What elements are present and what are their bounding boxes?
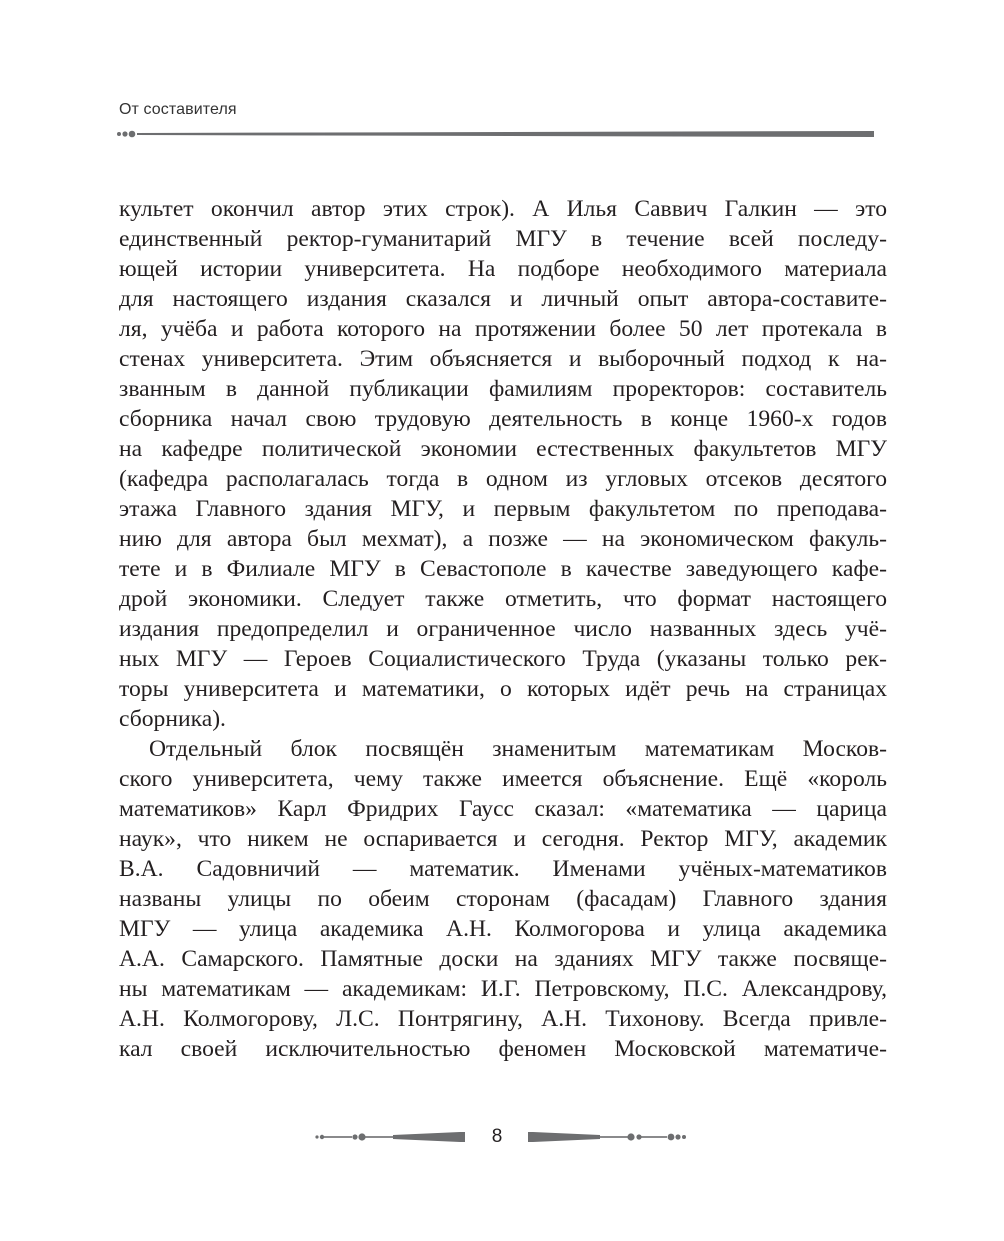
text-line: ных МГУ — Героев Социалистического Труда (указаны только рек- — [119, 646, 887, 672]
ornament-dot — [129, 131, 136, 138]
text-line: этажа Главного здания МГУ, и первым факультетом по преподава- — [119, 496, 887, 522]
text-line-paragraph-end: сборника). — [119, 706, 226, 732]
text-line: тете и в Филиале МГУ в Севастополе в качестве заведующего кафе- — [119, 556, 887, 582]
body-text — [119, 194, 887, 1064]
text-line-paragraph-start: Отдельный блок посвящён знаменитым математикам Москов- — [149, 736, 887, 762]
text-line: (кафедра располагалась тогда в одном из угловых отсеков десятого — [119, 466, 887, 492]
text-line: культет окончил автор этих строк). А Илья Саввич Галкин — это — [119, 196, 887, 222]
text-line: стенах университета. Этим объясняется и выборочный подход к на- — [119, 346, 887, 372]
text-line: А.А. Самарского. Памятные доски на зданиях МГУ также посвяще- — [119, 946, 887, 972]
text-line: ского университета, чему также имеется объяснение. Ещё «король — [119, 766, 887, 792]
text-line: торы университета и математики, о которых идёт речь на страницах — [119, 676, 887, 702]
text-line: ля, учёба и работа которого на протяжении более 50 лет протекала в — [119, 316, 887, 342]
text-line: на кафедре политической экономии естественных факультетов МГУ — [119, 436, 887, 462]
ornament-dot — [122, 131, 127, 136]
text-line: дрой экономики. Следует также отметить, что формат настоящего — [119, 586, 887, 612]
text-line: для настоящего издания сказался и личный опыт автора-составите- — [119, 286, 887, 312]
page-footer — [0, 1122, 1004, 1152]
running-head-title: От составителя — [119, 101, 237, 118]
header-ornament-rule — [116, 127, 874, 141]
footer-ornament-left — [315, 1130, 465, 1144]
text-line: ны математикам — академикам: И.Г. Петровскому, П.С. Александрову, — [119, 976, 887, 1002]
ornament-dot — [117, 132, 121, 136]
text-line: А.Н. Колмогорову, Л.С. Понтрягину, А.Н. Тихонову. Всегда привле- — [119, 1006, 887, 1032]
text-line: званным в данной публикации фамилиям проректоров: составитель — [119, 376, 887, 402]
text-line: ющей истории университета. На подборе необходимого материала — [119, 256, 887, 282]
text-line: МГУ — улица академика А.Н. Колмогорова и улица академика — [119, 916, 887, 942]
text-line: нию для автора был мехмат), а позже — на экономическом факуль- — [119, 526, 887, 552]
text-line: математиков» Карл Фридрих Гаусс сказал: «математика — царица — [119, 796, 887, 822]
footer-ornament-right — [528, 1130, 688, 1144]
page-number: 8 — [491, 1126, 503, 1147]
ornament-bar — [137, 131, 874, 137]
text-line: единственный ректор-гуманитарий МГУ в течение всей последу- — [119, 226, 887, 252]
text-line: кал своей исключительностью феномен Московской математиче- — [119, 1036, 887, 1062]
text-line: названы улицы по обеим сторонам (фасадам) Главного здания — [119, 886, 887, 912]
text-line: издания предопределил и ограниченное число названных здесь учё- — [119, 616, 887, 642]
text-line: сборника начал свою трудовую деятельность в конце 1960-х годов — [119, 406, 887, 432]
text-line: наук», что никем не оспаривается и сегодня. Ректор МГУ, академик — [119, 826, 887, 852]
text-line: В.А. Садовничий — математик. Именами учёных-математиков — [119, 856, 887, 882]
